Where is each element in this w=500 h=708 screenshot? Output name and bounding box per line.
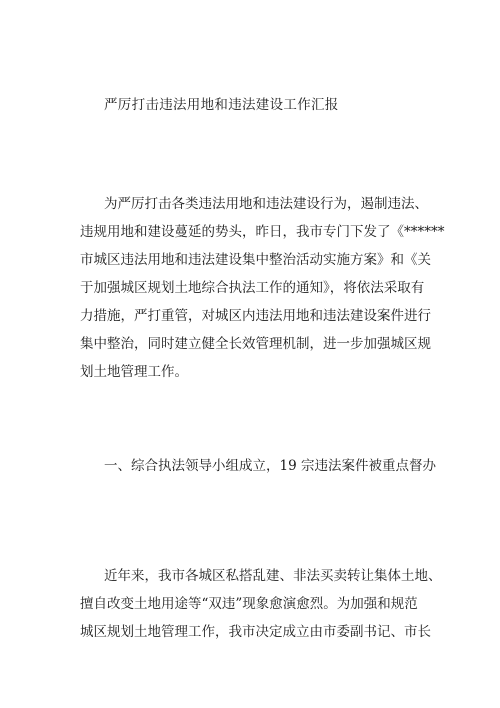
- paragraph-line: 近年来，我市各城区私搭乱建、非法买卖转让集体土地、: [104, 568, 442, 584]
- paragraph-line: 违规用地和建设蔓延的势头，昨日，我市专门下发了《******: [80, 224, 445, 240]
- paragraph-line: 力措施，严打重管，对城区内违法用地和违法建设案件进行: [80, 308, 431, 324]
- intro-paragraph: [80, 190, 445, 386]
- paragraph-line: 划土地管理工作。: [80, 364, 188, 380]
- body-paragraph: [80, 562, 442, 646]
- paragraph-line: 为严厉打击各类违法用地和违法建设行为，遏制违法、: [104, 196, 428, 212]
- document-title: 严厉打击违法用地和违法建设工作汇报: [104, 97, 339, 113]
- paragraph-line: 擅自改变土地用途等“双违”现象愈演愈烈。为加强和规范: [80, 596, 418, 612]
- paragraph-line: 于加强城区规划土地综合执法工作的通知》，将依法采取有: [80, 280, 425, 296]
- paragraph-line: 市城区违法用地和违法建设集中整治活动实施方案》和《关: [80, 252, 431, 268]
- paragraph-line: 城区规划土地管理工作，我市决定成立由市委副书记、市长: [80, 624, 431, 640]
- section-heading: 一、综合执法领导小组成立，19 宗违法案件被重点督办: [104, 458, 436, 474]
- paragraph-line: 集中整治，同时建立健全长效管理机制，进一步加强城区规: [80, 336, 431, 352]
